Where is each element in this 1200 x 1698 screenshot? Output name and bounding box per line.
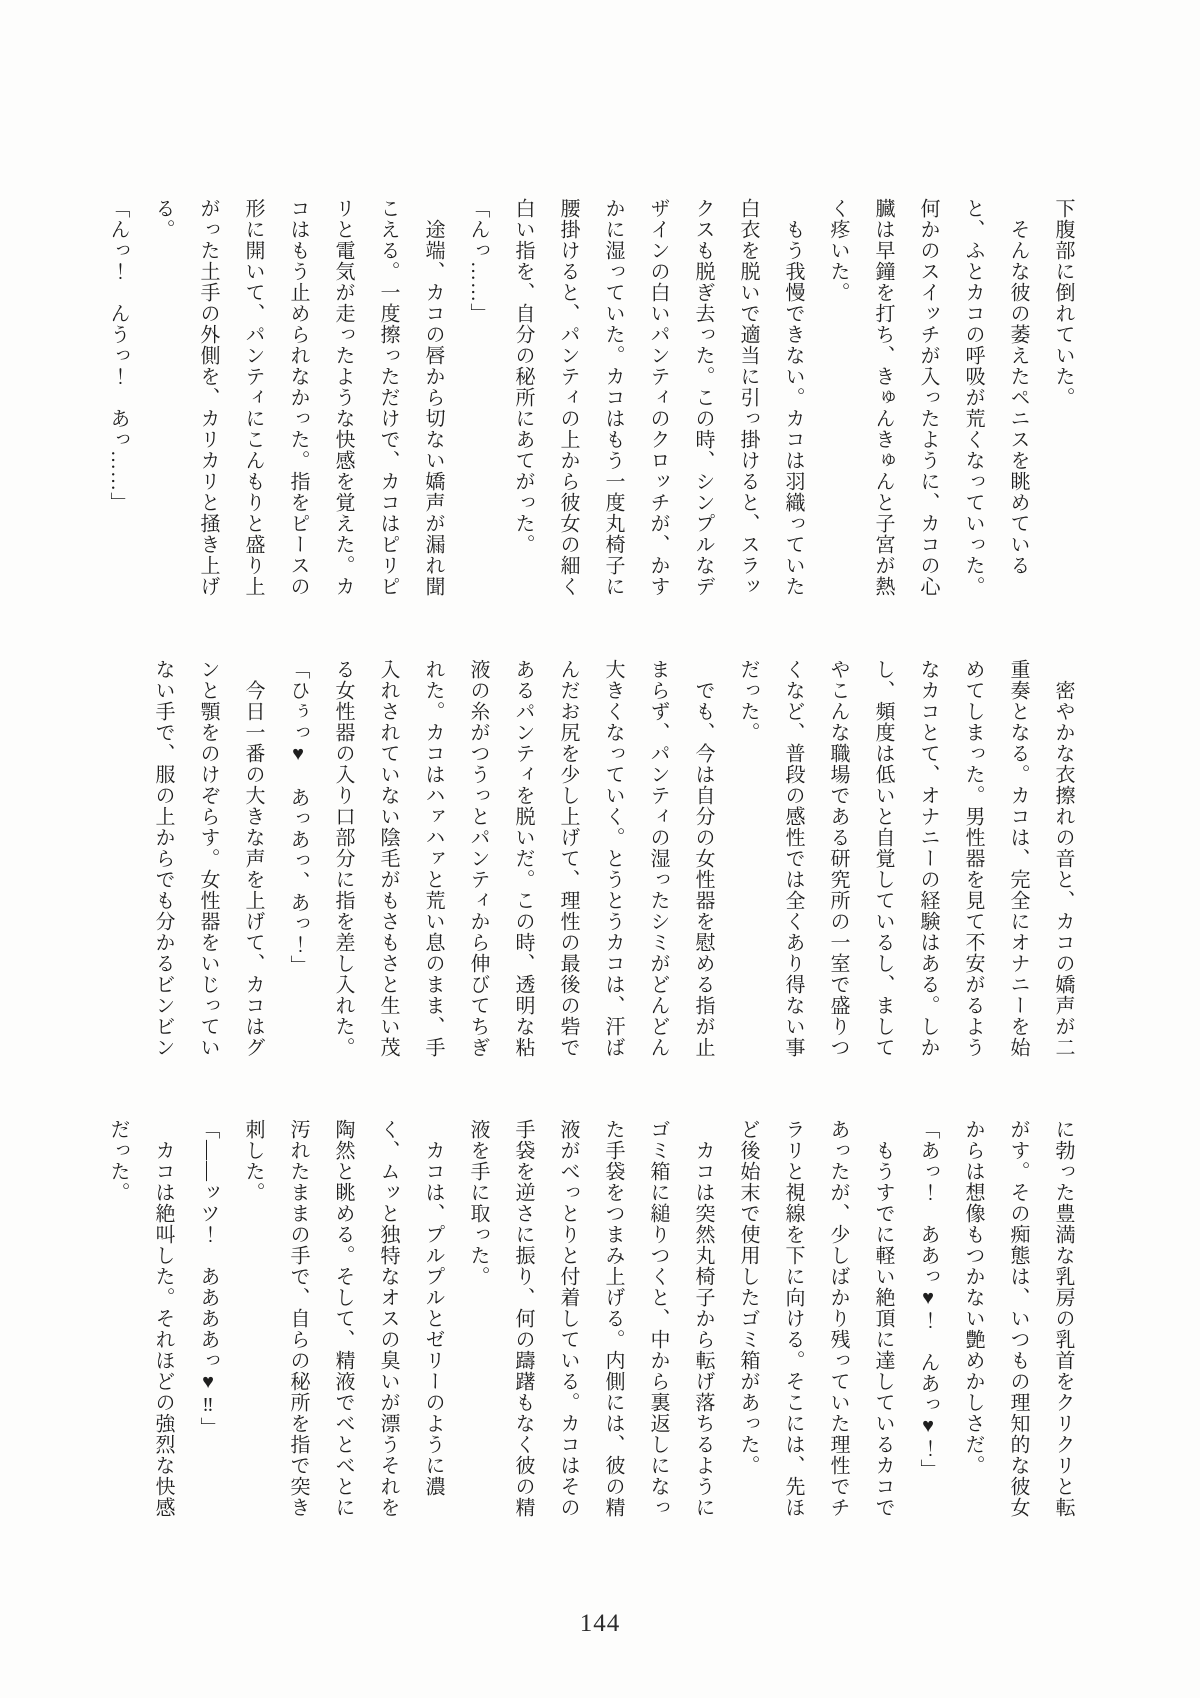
novel-paragraph: に勃った豊満な乳房の乳首をクリクリと転がす。その痴態は、いつもの理知的な彼女からは想像もつかない艶めかしさだ。 <box>962 1119 1074 1518</box>
novel-paragraph-dialogue: 「んっ……」 <box>467 198 489 324</box>
text-band-top <box>93 198 1085 600</box>
novel-paragraph: カコは絶叫した。それほどの強烈な快感だった。 <box>107 1119 174 1518</box>
novel-paragraph: 今日一番の大きな声を上げて、カコはグンと顎をのけぞらす。女性器をいじっていない手で、服の上からでも分かるビンビン <box>152 659 264 1058</box>
novel-paragraph: でも、今は自分の女性器を慰める指が止まらず、パンティの湿ったシミがどんどん大きくなっていく。とうとうカコは、汗ばんだお尻を少し上げて、理性の最後の砦であるパンティを脱いだ。この時、透明な粘液の糸がつうっとパンティから伸びてちぎれた。カコはハァハァと荒い息のまま、手入れされていない陰毛がもさもさと生い茂る女性器の入り口部分に指を差し入れた。 <box>332 659 714 1058</box>
text-band-bottom <box>93 1119 1085 1521</box>
novel-paragraph: 途端、カコの唇から切ない嬌声が漏れ聞こえる。一度擦っただけで、カコはピリピリと電気が走ったような快感を覚えた。カコはもう止められなかった。指をピースの形に開いて、パンティにこんもりと盛り上がった土手の外側を、カリカリと掻き上げる。 <box>152 198 444 597</box>
novel-paragraph: もうすでに軽い絶頂に達しているカコであったが、少しばかり残っていた理性でチラリと視線を下に向ける。そこには、先ほど後始末で使用したゴミ箱があった。 <box>737 1119 894 1518</box>
novel-paragraph-dialogue: 「んっ！ んうっ！ あっ……」 <box>107 198 129 513</box>
novel-paragraph-dialogue: 「あっ！ ああっ♥！ んあっ♥！」 <box>917 1119 939 1480</box>
novel-paragraph: もう我慢できない。カコは羽織っていた白衣を脱いで適当に引っ掛けると、スラックスも脱ぎ去った。この時、シンプルなデザインの白いパンティのクロッチが、かすかに湿っていた。カコはもう一度丸椅子に腰掛けると、パンティの上から彼女の細く白い指を、自分の秘所にあてがった。 <box>512 198 804 597</box>
novel-paragraph: 密やかな衣擦れの音と、カコの嬌声が二重奏となる。カコは、完全にオナニーを始めてしまった。男性器を見て不安がるようなカコとて、オナニーの経験はある。しかし、頻度は低いと自覚しているし、ましてやこんな職場である研究所の一室で盛りつくなど、普段の感性では全くあり得ない事だった。 <box>737 659 1074 1058</box>
text-band-middle <box>93 659 1085 1061</box>
novel-paragraph: 下腹部に倒れていた。 <box>1052 198 1074 408</box>
novel-paragraph: カコは、プルプルとゼリーのように濃く、ムッと独特なオスの臭いが漂うそれを陶然と眺める。そして、精液でべとべとに汚れたままの手で、自らの秘所を指で突き刺した。 <box>242 1119 444 1518</box>
novel-paragraph-dialogue: 「――ッツ！ ああああっ♥‼」 <box>197 1119 219 1438</box>
page-number: 144 <box>579 1610 621 1637</box>
novel-paragraph: カコは突然丸椅子から転げ落ちるようにゴミ箱に縋りつくと、中から裏返しになった手袋をつまみ上げる。内側には、彼の精液がべっとりと付着している。カコはその手袋を逆さに振り、何の躊躇もなく彼の精液を手に取った。 <box>467 1119 714 1518</box>
novel-paragraph-dialogue: 「ひぅっ♥ あっあっ、あっ！」 <box>287 659 309 976</box>
novel-paragraph: そんな彼の萎えたペニスを眺めていると、ふとカコの呼吸が荒くなっていった。何かのスイッチが入ったように、カコの心臓は早鐘を打ち、きゅんきゅんと子宮が熱く疼いた。 <box>827 198 1029 597</box>
